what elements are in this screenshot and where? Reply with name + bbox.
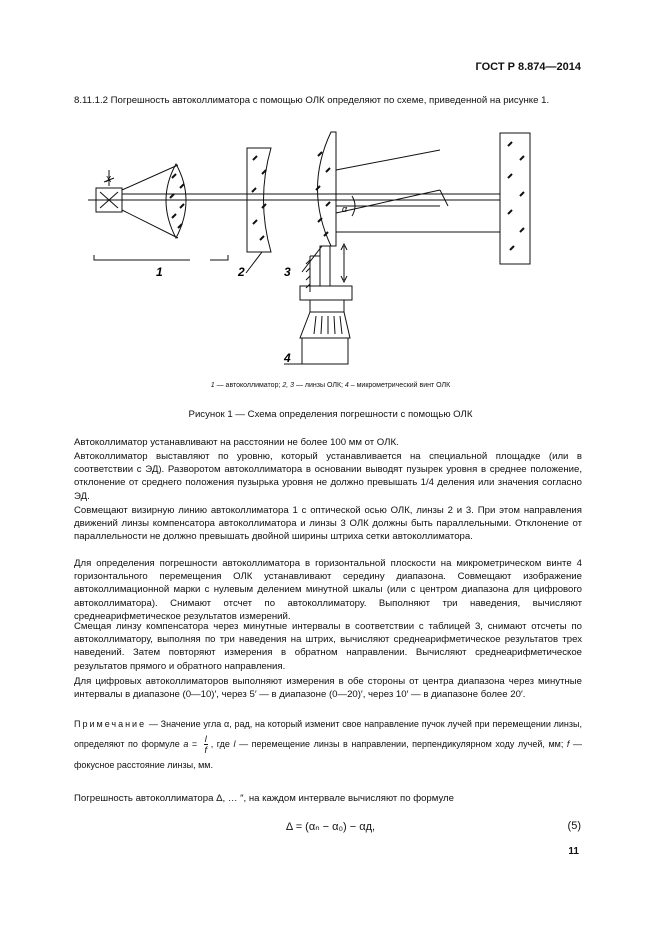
note-fraction: [204, 734, 208, 755]
micrometer-head: [300, 286, 352, 300]
intro-paragraph: 8.11.1.2 Погрешность автоколлиматора с помощью ОЛК определяют по схеме, приведенной на рисунке 1.: [74, 95, 550, 106]
leader-3: [302, 246, 322, 272]
label-2: 2: [238, 265, 245, 279]
paragraph-5: Смещая линзу компенсатора через минутные интервалы в соответствии с таблицей 3, снимают отсчеты по автоколлиматору, выполняя по три наведения на штрих, вычисляют среднеарифметическое результатов трех наведений. Затем повторяют измерения в обратном направлении. Вычисляют среднеарифметическое результатов прямого и обратного направления.: [74, 621, 582, 672]
micrometer-thimble: [302, 338, 348, 364]
paragraph-1: [74, 436, 582, 449]
formula-number: (5): [567, 820, 581, 832]
micrometer-cone: [300, 312, 350, 338]
mount-hatch: [306, 256, 320, 292]
paragraph-6: Для цифровых автоколлиматоров выполняют измерения в обе стороны от центра диапазона через минутные интервалы в диапазоне (0—10)′, через 5′ — в диапазоне (0—20)′, через 10′ — в диапазоне более 20′.: [74, 676, 582, 701]
last-paragraph: Погрешность автоколлиматора Δ, … ″, на каждом интервале вычисляют по формуле: [74, 793, 454, 804]
beam-cone: [122, 165, 178, 238]
figure-title: Рисунок 1 — Схема определения погрешности с помощью ОЛК: [188, 409, 473, 420]
label-3: 3: [284, 265, 291, 279]
label-1: 1: [156, 265, 163, 279]
note-var-a: a: [183, 739, 189, 749]
note-text-4: — фокусное расстояние линзы, мм.: [74, 739, 582, 771]
autocollimator-brace: [94, 255, 228, 260]
note-text-3: — перемещение линзы в направлении, перпендикулярном ходу лучей, мм;: [235, 739, 567, 749]
figure-legend: [0, 382, 661, 389]
note-frac-den: f: [204, 745, 207, 756]
note-eq: =: [188, 739, 201, 749]
legend-num-1: 1: [210, 382, 215, 389]
document-header: ГОСТ Р 8.874—2014: [475, 61, 581, 73]
paragraph-1-text: Автоколлиматор устанавливают на расстоянии не более 100 мм от ОЛК.: [74, 437, 399, 448]
note-text-2: , где: [210, 739, 234, 749]
optical-scheme-figure: [0, 0, 661, 380]
note-text-1: — Значение угла α, рад, на который изменит свое направление пучок лучей при перемещении линзы, определяют по формуле: [74, 719, 582, 749]
label-4: 4: [284, 351, 291, 365]
paragraph-4: Для определения погрешности автоколлиматора в горизонтальной плоскости на микрометрическом винте 4 горизонтального перемещения ОЛК устанавливают середину диапазона. Совмещают изображение автоколлимационной марки с нулевым делением минутной шкалы (или с центром диапазона для цифрового автоколлиматора). Снимают отсчет по автоколлиматору. Выполняют три наведения, вычисляют среднеарифметическое результатов измерений.: [74, 558, 582, 622]
screw-stem: [320, 246, 330, 286]
note-head: Примечание: [74, 719, 147, 729]
rays: [336, 150, 500, 232]
lens-hatching: [170, 142, 524, 250]
legend-text-1: — автоколлиматор;: [214, 382, 283, 389]
label-alpha: α: [342, 204, 348, 214]
note-var-l: l: [233, 739, 236, 749]
formula-5: Δ = (αₙ − α₀) − αд,: [285, 821, 376, 833]
label-x: X: [106, 175, 112, 184]
note-frac-num: l: [204, 734, 207, 745]
note-var-f: f: [566, 739, 570, 749]
legend-text-4: – микрометрический винт ОЛК: [348, 382, 451, 389]
legend-text-23: — линзы ОЛК;: [294, 382, 345, 389]
angle-ray: [440, 190, 448, 206]
knurl-lines: [314, 316, 342, 334]
legend-num-23: 2, 3: [282, 382, 295, 389]
paragraph-3: Совмещают визирную линию автоколлиматора 1 с оптической осью ОЛК, линзы 2 и 3. При этом направления движений линзы компенсатора автоколлиматора и линзы 3 ОЛК должны быть параллельными. Отклонение от параллельности не должно превышать двойной ширины штриха сетки автоколлиматора.: [74, 505, 582, 543]
micrometer-collar: [310, 300, 344, 312]
paragraph-2: Автоколлиматор выставляют по уровню, который устанавливается на специальной площадке (или в соответствии с ЭД). Разворотом автоколлиматора в основании выводят пузырек уровня в среднее положение, отклонение от среднего положения пузырька уровня не должно превышать 1/4 деления или значения согласно ЭД.: [74, 451, 582, 502]
page-number: 11: [568, 846, 579, 857]
note-block: [74, 714, 582, 775]
lens-3: [318, 132, 337, 246]
legend-num-4: 4: [344, 382, 349, 389]
leader-2: [246, 252, 262, 273]
reflector: [500, 133, 530, 264]
